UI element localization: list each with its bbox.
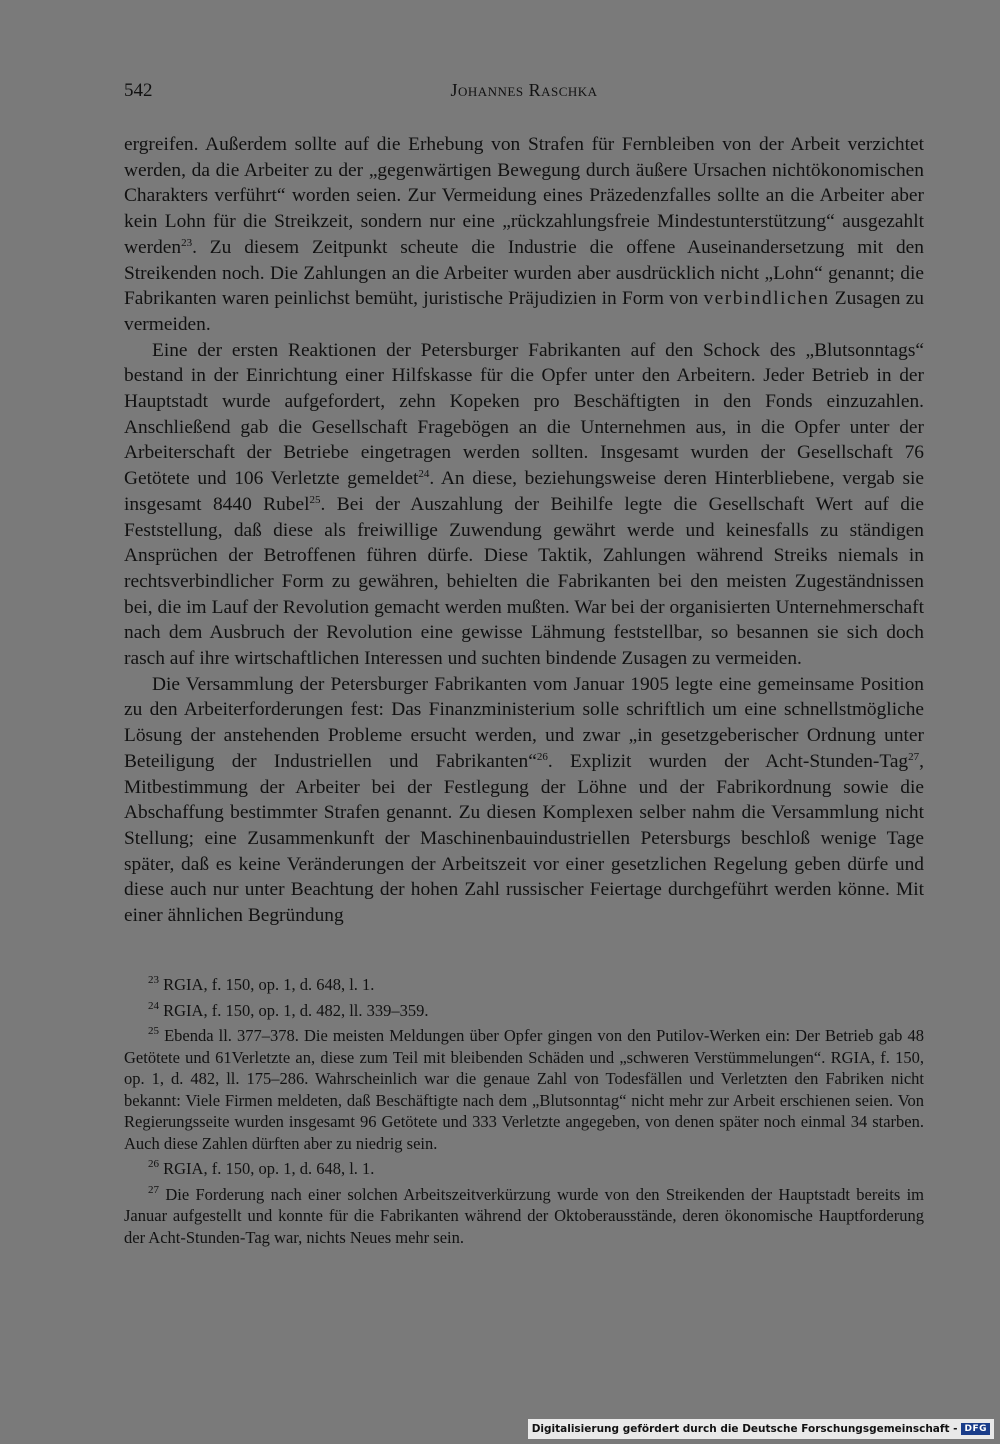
footnote: $^{27}$ Die Forderung nach einer solchen Arbeitszeitverkürzung wurde von den Streikenden der Hauptstadt bereits im Januar aufgestellt und konnte für die Fabrikanten während der Oktoberausstände, deren ökonomische Hauptforderung der Acht-Stunden-Tag war, nichts Neues mehr sein. <box>124 1183 924 1247</box>
paragraph-3: Die Versammlung der Petersburger Fabrikanten vom Januar 1905 legte eine gemeinsame Position zu den Arbeiterforderungen fest: Das Finanzministerium solle schriftlich um eine schnellstmögliche Lösung der anstehenden Probleme ersucht werden, und zwar „in gesetzgeberischer Ordnung unter Beteiligung der Industriellen und Fabrikanten“$^{26}$. Explizit wurden der Acht-Stunden-Tag$^{27}$, Mitbestimmung der Arbeiter bei der Festlegung der Löhne und der Fabrikordnung sowie die Abschaffung bestimmter Strafen genannt. Zu diesen Komplexen selber nahm die Versammlung nicht Stellung; eine Zusammenkunft der Maschinenbauindustriellen Petersburgs beschloß wenige Tage später, daß es keine Veränderungen der Arbeitszeit vor einer gesetzlichen Regelung geben dürfe und diese auch nur unter Beachtung der hohen Zahl russischer Feiertage durchgeführt werden könne. Mit einer ähnlichen Begründung <box>124 673 924 927</box>
footnote: $^{26}$ RGIA, f. 150, op. 1, d. 648, l. 1. <box>148 1158 375 1178</box>
digitization-footer <box>528 1419 994 1439</box>
page-header <box>124 80 924 110</box>
paragraph-2: Eine der ersten Reaktionen der Petersburger Fabrikanten auf den Schock des „Blutsonntags“ bestand in der Einrichtung einer Hilfskasse für die Opfer unter den Arbeitern. Jeder Betrieb in der Hauptstadt wurde aufgefordert, zehn Kopeken pro Beschäftigten in den Fonds einzuzahlen. Anschließend gab die Gesellschaft Fragebögen an die Unternehmen aus, in die Opfer unter der Arbeiterschaft der Betriebe eingetragen werden sollten. Insgesamt wurden der Gesellschaft 76 Getötete und 106 Verletzte gemeldet$^{24}$. An diese, beziehungsweise deren Hinterbliebene, vergab sie insgesamt 8440 Rubel$^{25}$. Bei der Auszahlung der Beihilfe legte die Gesellschaft Wert auf die Feststellung, daß diese als freiwillige Zuwendung gewährt werde und keinesfalls zu ständigen Ansprüchen der Betroffenen führen dürfe. Diese Taktik, Zahlungen während Streiks niemals in rechtsverbindlicher Form zu gewähren, behielten die Fabrikanten bei den meisten Zugeständnissen bei, die im Lauf der Revolution gemacht werden mußten. War bei der organisierten Unternehmerschaft nach dem Ausbruch der Revolution eine gewisse Lähmung feststellbar, so besannen sie sich doch rasch auf ihre wirtschaftlichen Interessen und suchten bindende Zusagen zu vermeiden. <box>124 339 925 670</box>
footnote: $^{25}$ Ebenda ll. 377–378. Die meisten Meldungen über Opfer gingen von den Putilov-Werken ein: Der Betrieb gab 48 Getötete und 61Verletzte an, diese zum Teil mit bleibenden Schäden und „schweren Verstümmelungen“. RGIA, f. 150, op. 1, d. 482, ll. 175–286. Wahrscheinlich war die genaue Zahl von Todesfällen und Verletzten den Fabriken nicht bekannt: Viele Firmen meldeten, daß Beschäftigte nach dem „Blutsonntag“ nicht mehr zur Arbeit erschienen seien. Von Regierungsseite wurden insgesamt 96 Getötete und 333 Verletzte angegeben, von denen später noch einmal 34 starben. Auch diese Zahlen dürften aber zu niedrig sein. <box>124 1025 924 1153</box>
footnote-number: 27 <box>148 1183 159 1196</box>
paragraph-1: ergreifen. Außerdem sollte auf die Erhebung von Strafen für Fernbleiben von der Arbeit verzichtet werden, da die Arbeiter zu der „gegenwärtigen Bewegung durch äußere Ursachen nichtökonomischen Charakters verführt“ worden seien. Zur Vermeidung eines Präzedenzfalles sollte an die Arbeiter aber kein Lohn für die Streikzeit, sondern nur eine „rückzahlungsfreie Mindestunterstützung“ ausgezahlt werden$^{23}$. Zu diesem Zeitpunkt scheute die Industrie die offene Auseinandersetzung mit den Streikenden noch. Die Zahlungen an die Arbeiter wurden aber ausdrücklich nicht „Lohn“ genannt; die Fabrikanten waren peinlichst bemüht, juristische Präjudizien in Form von verbindlichen Zusagen zu vermeiden. <box>124 134 925 335</box>
page-number: 542 <box>124 80 153 101</box>
footnote: $^{23}$ RGIA, f. 150, op. 1, d. 648, l. 1. <box>148 974 375 994</box>
footnotes <box>124 974 924 1252</box>
footnote-ref-24[interactable]: 24 <box>418 468 430 481</box>
footnote-ref-27[interactable]: 27 <box>908 750 920 763</box>
emphasized-word: verbindlichen <box>703 288 830 310</box>
footnote-number: 23 <box>148 974 159 986</box>
footnote-number: 25 <box>148 1025 159 1037</box>
footnote-number: 26 <box>148 1158 159 1170</box>
footer-text: Digitalisierung gefördert durch die Deutsche Forschungsgemeinschaft - <box>531 1423 958 1435</box>
body-text <box>124 132 924 929</box>
footnote: $^{24}$ RGIA, f. 150, op. 1, d. 482, ll. 339–359. <box>148 999 429 1020</box>
footnote-number: 24 <box>148 999 159 1012</box>
footnote-ref-26[interactable]: 26 <box>536 750 548 763</box>
footnote-ref-23[interactable]: 23 <box>181 236 193 249</box>
footnote-ref-25[interactable]: 25 <box>309 493 321 506</box>
running-head: Johannes Raschka <box>450 80 598 100</box>
dfg-logo: DFG <box>961 1423 990 1435</box>
